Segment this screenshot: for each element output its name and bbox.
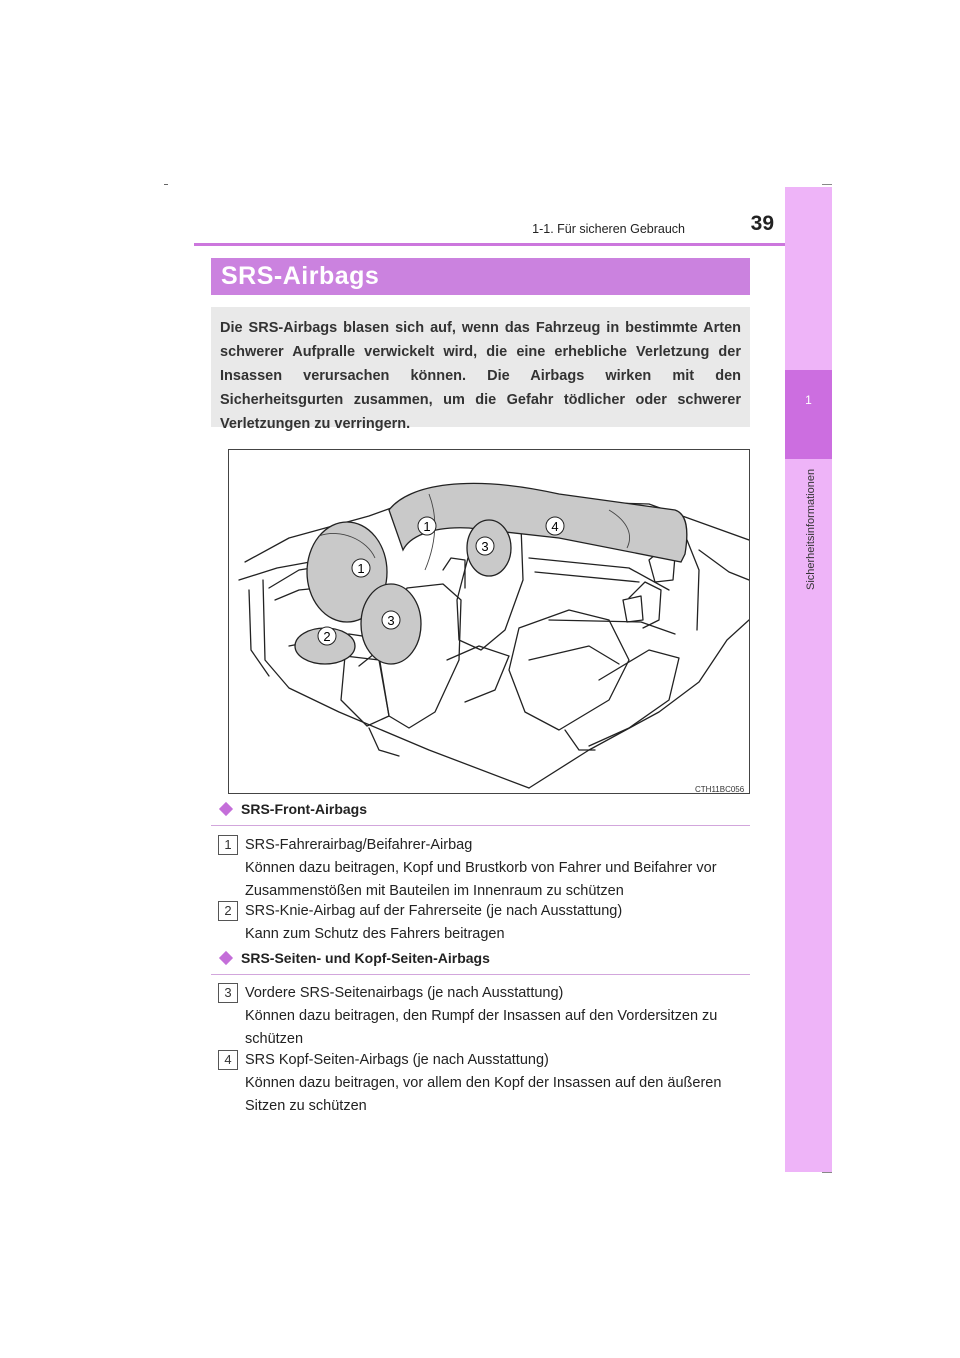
figure-code: CTH11BC056 xyxy=(695,785,745,794)
callout-3-passenger: 3 xyxy=(481,539,489,554)
item-title: SRS-Fahrerairbag/Beifahrer-Airbag xyxy=(245,837,473,853)
callout-1-passenger: 1 xyxy=(423,519,431,534)
item-text: Kann zum Schutz des Fahrers beitragen xyxy=(245,926,505,942)
page-title: SRS-Airbags xyxy=(221,262,380,290)
section-heading xyxy=(211,801,750,826)
chapter-title: Sicherheitsinformationen xyxy=(805,468,817,590)
section-heading-text: SRS-Front-Airbags xyxy=(241,801,367,817)
list-item xyxy=(245,1049,750,1118)
header-mark xyxy=(164,184,168,185)
item-number: 2 xyxy=(218,901,238,921)
callout-2: 2 xyxy=(323,629,331,644)
item-number: 1 xyxy=(218,835,238,855)
callout-4: 4 xyxy=(551,519,559,534)
intro-box xyxy=(211,307,750,432)
diamond-icon xyxy=(219,951,233,965)
item-text: Können dazu beitragen, den Rumpf der Insassen auf den Vordersitzen zu schützen xyxy=(245,1008,718,1047)
item-title: SRS-Knie-Airbag auf der Fahrerseite (je nach Ausstattung) xyxy=(245,903,623,919)
header-rule xyxy=(194,243,832,246)
list-item xyxy=(245,982,750,1051)
item-text: Können dazu beitragen, vor allem den Kopf der Insassen auf den äußeren Sitzen zu schützen xyxy=(245,1075,722,1114)
item-text: Können dazu beitragen, Kopf und Brustkorb von Fahrer und Beifahrer vor Zusammenstößen mit Bauteilen im Innenraum zu schützen xyxy=(245,860,717,899)
item-number: 4 xyxy=(218,1050,238,1070)
car-interior-drawing xyxy=(229,450,749,793)
list-item xyxy=(245,900,750,946)
chapter-number: 1 xyxy=(805,393,812,407)
section-heading xyxy=(211,950,750,975)
diamond-icon xyxy=(219,802,233,816)
section-heading-text: SRS-Seiten- und Kopf-Seiten-Airbags xyxy=(241,950,490,966)
item-title: SRS Kopf-Seiten-Airbags (je nach Ausstattung) xyxy=(245,1052,549,1068)
section-header: 1-1. Für sicheren Gebrauch xyxy=(532,222,685,236)
item-title: Vordere SRS-Seitenairbags (je nach Ausstattung) xyxy=(245,985,564,1001)
crop-mark xyxy=(822,184,832,185)
airbag-illustration xyxy=(228,449,750,794)
callout-1-driver: 1 xyxy=(357,561,365,576)
chapter-title-wrap xyxy=(800,440,820,600)
title-bar xyxy=(211,258,750,295)
item-number: 3 xyxy=(218,983,238,1003)
callout-3-driver: 3 xyxy=(387,613,395,628)
page-number: 39 xyxy=(750,212,774,235)
crop-mark xyxy=(822,1172,832,1173)
list-item xyxy=(245,834,750,903)
chapter-tab xyxy=(785,187,832,1172)
intro-text: Die SRS-Airbags blasen sich auf, wenn das Fahrzeug in bestimmte Arten schwerer Aufpralle verwickelt wird, die eine erhebliche Verletzung der Insassen verursachen können. Die Airbags wirken mit den Sicherheitsgurten zusammen, um die Gefahr tödlicher oder schwerer Verletzungen zu verringern. xyxy=(220,320,741,432)
